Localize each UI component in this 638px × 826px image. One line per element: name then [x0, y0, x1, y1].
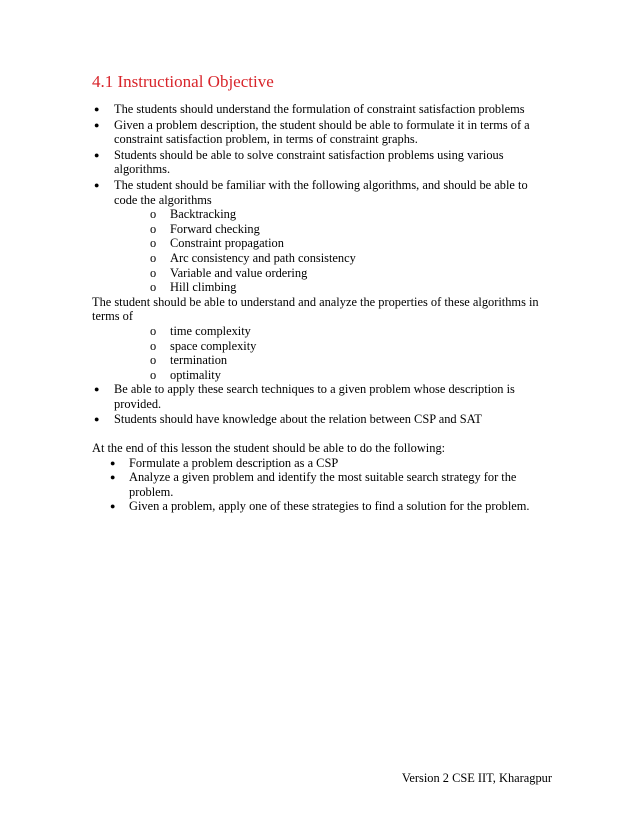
page-footer: Version 2 CSE IIT, Kharagpur — [401, 771, 552, 785]
list-item — [92, 456, 552, 471]
list-item — [92, 499, 552, 514]
bullet-icon: ● — [94, 414, 100, 425]
sub-list-item-text: Backtracking — [170, 207, 237, 222]
sub-list-item — [150, 353, 552, 368]
section-title: 4.1 Instructional Objective — [92, 72, 274, 91]
more-objectives-list — [92, 382, 552, 427]
list-item — [92, 470, 552, 499]
sub-list-item-text: optimality — [170, 367, 221, 382]
properties-list — [92, 324, 552, 382]
circle-bullet-icon: o — [150, 265, 157, 280]
list-item — [92, 118, 552, 147]
list-item — [92, 148, 552, 177]
list-item-text: Students should be able to solve constraint satisfaction problems using various algorithms. — [114, 147, 504, 177]
sub-list-item-text: space complexity — [170, 338, 257, 353]
sub-list-item-text: time complexity — [170, 323, 251, 338]
bullet-icon: ● — [110, 501, 116, 512]
circle-bullet-icon: o — [150, 221, 157, 236]
sub-list-item — [150, 280, 552, 295]
properties-intro: The student should be able to understand and analyze the properties of these algorithms in terms of — [92, 294, 539, 324]
sub-list-item-text: Forward checking — [170, 221, 260, 236]
end-objectives-list — [92, 456, 552, 514]
sub-list-item — [150, 266, 552, 281]
bullet-icon: ● — [94, 384, 100, 395]
list-item — [92, 102, 552, 117]
sub-list-item-text: Hill climbing — [170, 280, 237, 295]
list-item-text: Analyze a given problem and identify the most suitable search strategy for the problem. — [129, 470, 517, 499]
list-item-text: Given a problem description, the student should be able to formulate it in terms of a constraint satisfaction problem, in terms of constraint graphs. — [114, 117, 530, 147]
objectives-content — [92, 102, 552, 514]
sub-list-item — [150, 368, 552, 383]
paragraph-gap — [92, 427, 552, 441]
bullet-icon: ● — [94, 119, 100, 130]
list-item-text: Given a problem, apply one of these strategies to find a solution for the problem. — [129, 499, 530, 514]
end-intro: At the end of this lesson the student should be able to do the following: — [92, 441, 446, 456]
circle-bullet-icon: o — [150, 280, 157, 295]
list-item — [92, 412, 552, 427]
bullet-icon: ● — [94, 104, 100, 114]
sub-list-item — [150, 207, 552, 222]
circle-bullet-icon: o — [150, 207, 157, 222]
circle-bullet-icon: o — [150, 367, 157, 382]
list-item-text: The student should be familiar with the following algorithms, and should be able to code the algorithms — [114, 177, 528, 207]
list-item-text: The students should understand the formulation of constraint satisfaction problems — [114, 102, 525, 116]
circle-bullet-icon: o — [150, 338, 157, 353]
bullet-icon: ● — [94, 149, 100, 160]
sub-list-item — [150, 339, 552, 354]
list-item — [92, 382, 552, 411]
list-item-text: Students should have knowledge about the relation between CSP and SAT — [114, 412, 482, 427]
circle-bullet-icon: o — [150, 236, 157, 251]
bullet-icon: ● — [110, 472, 116, 483]
sub-list-item-text: Arc consistency and path consistency — [170, 250, 356, 265]
list-item — [92, 178, 552, 295]
list-item-text: Be able to apply these search techniques to a given problem whose description is provided. — [114, 382, 515, 411]
sub-list-item — [150, 251, 552, 266]
sub-list-item — [150, 222, 552, 237]
sub-list-item-text: Constraint propagation — [170, 236, 284, 251]
list-item-text: Formulate a problem description as a CSP — [129, 455, 339, 470]
bullet-icon: ● — [94, 179, 100, 190]
circle-bullet-icon: o — [150, 353, 157, 368]
algorithms-list — [114, 207, 552, 295]
objectives-list — [92, 102, 552, 295]
bullet-icon: ● — [110, 457, 116, 468]
sub-list-item — [150, 324, 552, 339]
circle-bullet-icon: o — [150, 250, 157, 265]
sub-list-item-text: termination — [170, 353, 228, 368]
sub-list-item-text: Variable and value ordering — [170, 265, 308, 280]
circle-bullet-icon: o — [150, 323, 157, 338]
sub-list-item — [150, 236, 552, 251]
